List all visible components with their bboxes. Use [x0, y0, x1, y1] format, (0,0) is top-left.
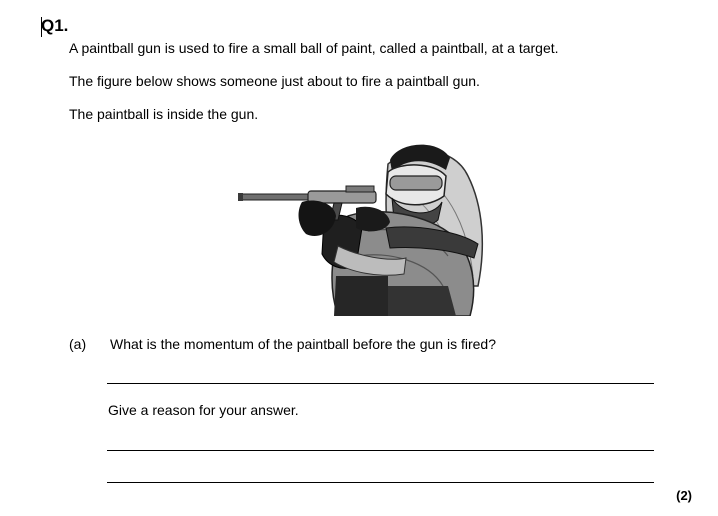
part-a-question: What is the momentum of the paintball before the gun is fired? [110, 336, 496, 352]
intro-line-2: The figure below shows someone just about to fire a paintball gun. [69, 73, 480, 89]
part-a-label: (a) [69, 336, 87, 352]
question-number: Q1. [41, 16, 69, 35]
paintball-player-illustration-icon [238, 136, 488, 316]
answer-line-2[interactable] [107, 450, 654, 451]
answer-line-3[interactable] [107, 482, 654, 483]
marks-label: (2) [676, 488, 692, 503]
paintball-player-figure [238, 136, 488, 316]
answer-line-1[interactable] [107, 383, 654, 384]
intro-line-3: The paintball is inside the gun. [69, 106, 259, 122]
intro-line-1: A paintball gun is used to fire a small ball of paint, called a paintball, at a target. [69, 40, 559, 56]
reason-prompt: Give a reason for your answer. [108, 402, 299, 418]
